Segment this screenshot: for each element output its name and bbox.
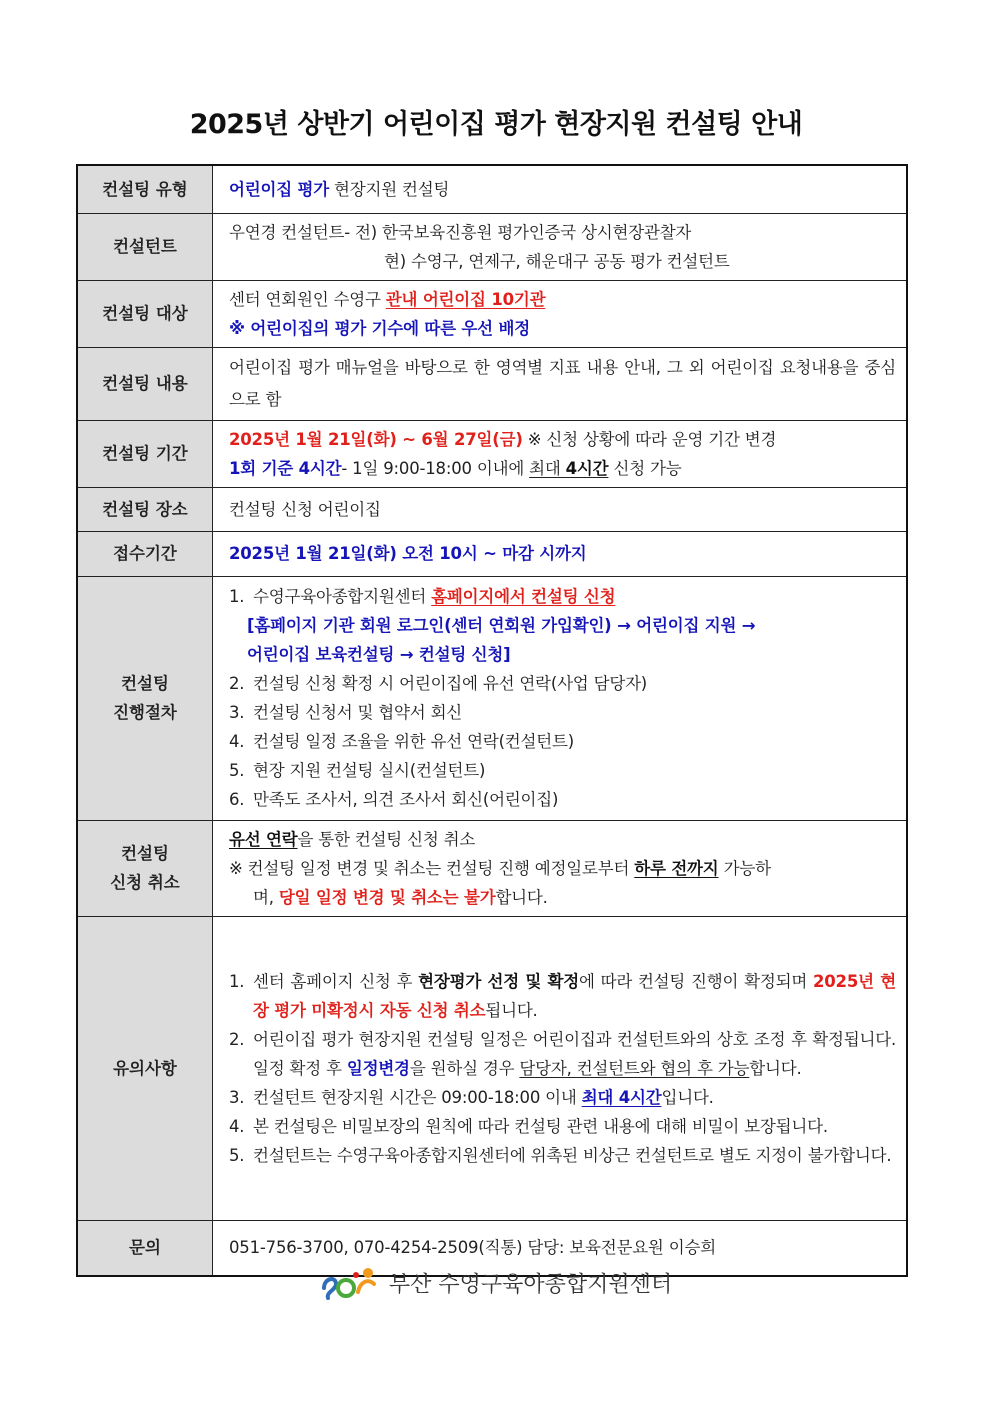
note-number: 4. xyxy=(229,1116,245,1136)
content-reception: 2025년 1월 21일(화) 오전 10시 ~ 마감 시까지 xyxy=(213,531,908,576)
note-item xyxy=(229,1025,896,1083)
note-number: 5. xyxy=(229,1145,245,1165)
row-notes xyxy=(77,916,907,1220)
header-consultant: 컨설턴트 xyxy=(77,213,213,280)
row-target xyxy=(77,280,907,347)
note2-c: 합니다. xyxy=(749,1058,802,1078)
procedure-list xyxy=(229,582,896,814)
content-content: 어린이집 평가 매뉴얼을 바탕으로 한 영역별 지표 내용 안내, 그 외 어린이집 요청내용을 중심으로 함 xyxy=(213,347,908,420)
step-number: 2. xyxy=(229,674,245,693)
row-reception xyxy=(77,531,907,576)
step1-sub1: [홈페이지 기관 회원 로그인(센터 연회원 가입확인) → 어린이집 지원 → xyxy=(247,616,756,635)
content-consultant xyxy=(213,213,908,280)
type-rest: 현장지원 컨설팅 xyxy=(328,179,450,199)
note-item xyxy=(229,1141,896,1170)
period-max-plain: 최대 xyxy=(529,458,566,478)
procedure-step xyxy=(229,669,896,698)
note-number: 2. xyxy=(229,1029,245,1049)
content-notes xyxy=(213,916,908,1220)
note2-blue: 일정변경 xyxy=(346,1058,410,1078)
note1-a: 센터 홈페이지 신청 후 xyxy=(253,971,419,991)
cancel-l2b: 가능하 xyxy=(718,858,771,878)
row-type xyxy=(77,165,907,213)
step-number: 1. xyxy=(229,587,245,606)
page-title: 2025년 상반기 어린이집 평가 현장지원 컨설팅 안내 xyxy=(189,109,803,140)
note1-b: 에 따라 컨설팅 진행이 확정되며 xyxy=(578,971,813,991)
procedure-step xyxy=(229,698,896,727)
note4-text: 본 컨설팅은 비밀보장의 원칙에 따라 컨설팅 관련 내용에 대해 비밀이 보장됩니다. xyxy=(253,1116,828,1136)
cancel-l2bold: 하루 전까지 xyxy=(634,858,719,878)
row-place xyxy=(77,487,907,531)
content-place: 컨설팅 신청 어린이집 xyxy=(213,487,908,531)
content-cancel xyxy=(213,820,908,916)
note3-b: 입니다. xyxy=(661,1087,714,1107)
target-note: ※ 어린이집의 평가 기수에 따른 우선 배정 xyxy=(229,318,530,338)
note-number: 3. xyxy=(229,1087,245,1107)
header-cancel xyxy=(77,820,213,916)
header-target: 컨설팅 대상 xyxy=(77,280,213,347)
procedure-step xyxy=(229,727,896,756)
header-procedure-line1: 컨설팅 xyxy=(121,674,169,693)
period-end: 신청 가능 xyxy=(608,458,682,478)
footer-org-name: 부산 수영구육아종합지원센터 xyxy=(388,1272,673,1298)
header-notes: 유의사항 xyxy=(77,916,213,1220)
content-period xyxy=(213,420,908,487)
header-procedure-line2: 진행절차 xyxy=(113,703,177,722)
cancel-l3red: 당일 일정 변경 및 취소는 불가 xyxy=(278,887,496,907)
consultant-line2: 현) 수영구, 연제구, 해운대구 공동 평가 컨설턴트 xyxy=(384,251,730,271)
header-place: 컨설팅 장소 xyxy=(77,487,213,531)
cancel-line2 xyxy=(229,854,896,883)
header-type: 컨설팅 유형 xyxy=(77,165,213,213)
info-table xyxy=(76,164,908,1277)
header-cancel-line2: 신청 취소 xyxy=(110,873,180,892)
procedure-step xyxy=(229,756,896,785)
note1-c: 됩니다. xyxy=(485,1000,538,1020)
target-red: 관내 어린이집 10기관 xyxy=(385,289,546,309)
header-reception: 접수기간 xyxy=(77,531,213,576)
type-highlight: 어린이집 평가 xyxy=(229,179,329,199)
note5-text: 컨설턴트는 수영구육아종합지원센터에 위촉된 비상근 컨설턴트로 별도 지정이 불가합니다. xyxy=(253,1145,892,1165)
row-content xyxy=(77,347,907,420)
step-text: 컨설팅 일정 조율을 위한 유선 연락(컨설턴트) xyxy=(253,732,575,751)
step-text: 컨설팅 신청 확정 시 어린이집에 유선 연락(사업 담당자) xyxy=(253,674,648,693)
cancel-l2a: ※ 컨설팅 일정 변경 및 취소는 컨설팅 진행 예정일로부터 xyxy=(229,858,635,878)
target-prefix: 센터 연회원인 수영구 xyxy=(229,289,386,309)
content-type xyxy=(213,165,908,213)
row-procedure xyxy=(77,576,907,820)
procedure-step xyxy=(229,785,896,814)
note-number: 1. xyxy=(229,971,245,991)
step-number: 6. xyxy=(229,790,245,809)
note2-b: 을 원하실 경우 xyxy=(409,1058,520,1078)
period-note: ※ 신청 상황에 따라 운영 기간 변경 xyxy=(522,429,777,449)
note3-blue: 최대 4시간 xyxy=(581,1087,662,1107)
cancel-l3b: 합니다. xyxy=(495,887,548,907)
step1-red: 홈페이지에서 컨설팅 신청 xyxy=(431,587,616,606)
cancel-line1 xyxy=(229,825,896,854)
period-max-bold: 4시간 xyxy=(565,458,609,478)
row-consultant xyxy=(77,213,907,280)
step-number: 5. xyxy=(229,761,245,780)
step-number: 3. xyxy=(229,703,245,722)
period-line1 xyxy=(229,425,896,454)
target-line1 xyxy=(229,285,896,314)
period-max xyxy=(529,459,608,478)
note-item xyxy=(229,1112,896,1141)
period-mid: - 1일 9:00-18:00 이내에 xyxy=(341,458,530,478)
content-target xyxy=(213,280,908,347)
note-item xyxy=(229,1083,896,1112)
period-line2 xyxy=(229,454,896,483)
header-content: 컨설팅 내용 xyxy=(77,347,213,420)
procedure-step xyxy=(229,582,896,669)
step1-text: 수영구육아종합지원센터 xyxy=(253,587,432,606)
cancel-l3a: 며, xyxy=(253,887,279,907)
step1-sub2: 어린이집 보육컨설팅 → 컨설팅 신청] xyxy=(247,645,511,664)
header-procedure xyxy=(77,576,213,820)
note3-a: 컨설턴트 현장지원 시간은 09:00-18:00 이내 xyxy=(253,1087,582,1107)
row-period xyxy=(77,420,907,487)
center-logo-icon xyxy=(320,1266,378,1300)
footer xyxy=(0,1266,992,1300)
header-cancel-line1: 컨설팅 xyxy=(121,844,169,863)
cancel-bold: 유선 연락 xyxy=(229,829,298,849)
note2-u: 담당자, 컨설턴트와 협의 후 가능 xyxy=(519,1058,750,1078)
content-procedure xyxy=(213,576,908,820)
cancel-rest: 을 통한 컨설팅 신청 취소 xyxy=(297,829,476,849)
period-red: 2025년 1월 21일(화) ~ 6월 27일(금) xyxy=(229,429,523,449)
step-number: 4. xyxy=(229,732,245,751)
period-blue: 1회 기준 4시간 xyxy=(229,458,342,478)
note2-a: 어린이집 평가 현장지원 컨설팅 일정은 어린이집과 컨설턴트와의 상호 조정 후 확정됩니다. 일정 확정 후 xyxy=(253,1029,896,1078)
step-text: 컨설팅 신청서 및 협약서 회신 xyxy=(253,703,463,722)
header-period: 컨설팅 기간 xyxy=(77,420,213,487)
content-inquiry: 051-756-3700, 070-4254-2509(직통) 담당: 보육전문요원 이승희 xyxy=(213,1220,908,1276)
cancel-line3 xyxy=(229,883,896,912)
consultant-line1: 우연경 컨설턴트- 전) 한국보육진흥원 평가인증국 상시현장관찰자 xyxy=(229,222,692,242)
notes-list xyxy=(229,967,896,1170)
step-text: 만족도 조사서, 의견 조사서 회신(어린이집) xyxy=(253,790,559,809)
note-item xyxy=(229,967,896,1025)
row-cancel xyxy=(77,820,907,916)
header-inquiry: 문의 xyxy=(77,1220,213,1276)
note1-red: 2025년 현장 평가 미확정시 자동 신청 취소 xyxy=(253,971,896,1020)
step-text: 현장 지원 컨설팅 실시(컨설턴트) xyxy=(253,761,486,780)
note1-bold: 현장평가 선정 및 확정 xyxy=(418,971,579,991)
